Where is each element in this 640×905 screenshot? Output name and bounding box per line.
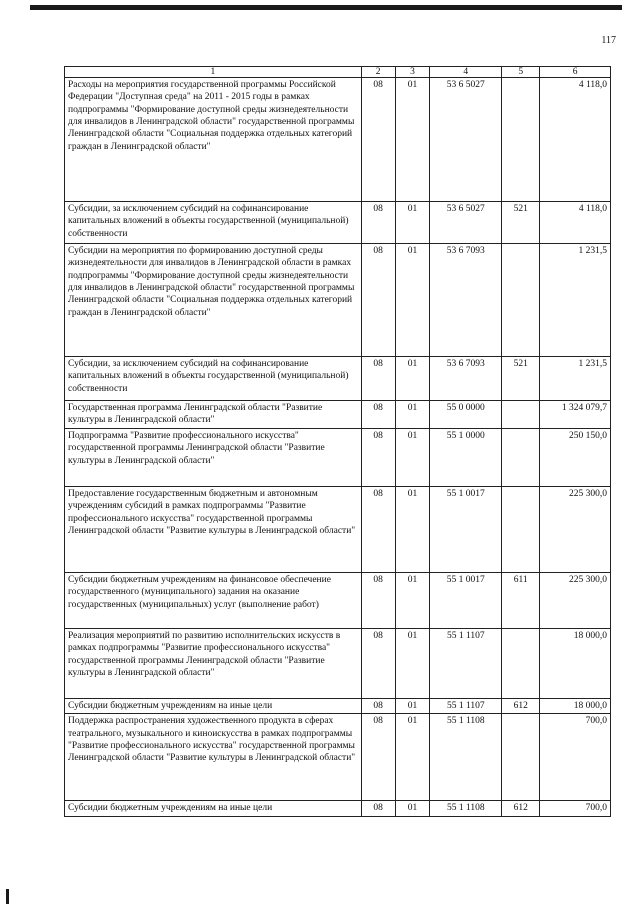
- row-subsection: 01: [395, 801, 430, 816]
- row-section: 08: [361, 78, 395, 202]
- row-subsection: 01: [395, 357, 430, 401]
- row-subsection: 01: [395, 244, 430, 357]
- table-row: [65, 401, 611, 429]
- row-subsection: 01: [395, 202, 430, 244]
- row-expense-type: 521: [502, 202, 540, 244]
- row-name: Подпрограмма "Развитие профессионального искусства" государственной программы Ленинградской области "Развитие культуры в Ленинградской области": [65, 429, 362, 487]
- table-row: [65, 429, 611, 487]
- row-expense-type: [502, 78, 540, 202]
- row-name: Субсидии, за исключением субсидий на софинансирование капитальных вложений в объекты государственной (муниципальной) собственности: [65, 202, 362, 244]
- table-row: [65, 699, 611, 714]
- header-cell-5: 5: [502, 67, 540, 78]
- row-section: 08: [361, 357, 395, 401]
- row-name: Предоставление государственным бюджетным и автономным учреждениям субсидий в рамках подпрограммы "Развитие профессионального искусства" государственной программы Ленинградской области "Развитие культуры в Ленинградской области": [65, 487, 362, 573]
- header-cell-3: 3: [395, 67, 430, 78]
- table-row: [65, 357, 611, 401]
- row-amount: 18 000,0: [540, 699, 611, 714]
- row-expense-type: 612: [502, 801, 540, 816]
- row-target-code: 55 1 0017: [430, 573, 502, 629]
- table-row: [65, 202, 611, 244]
- row-name: Поддержка распространения художественного продукта в сферах театрального, музыкального и киноискусства в рамках подпрограммы "Развитие профессионального искусства" государственной программы Ленинградской области "Развитие культуры в Ленинградской области": [65, 714, 362, 801]
- row-target-code: 55 1 0017: [430, 487, 502, 573]
- table-row: [65, 573, 611, 629]
- row-target-code: 55 1 1108: [430, 714, 502, 801]
- row-name: Субсидии бюджетным учреждениям на иные цели: [65, 801, 362, 816]
- row-section: 08: [361, 487, 395, 573]
- row-name: Субсидии на мероприятия по формированию доступной среды жизнедеятельности для инвалидов в Ленинградской области в рамках подпрограммы "Формирование доступной среды жизнедеятельности для инвалидов в Ленинградской области" государственной программы Ленинградской области "Социальная поддержка отдельных категорий граждан в Ленинградской области": [65, 244, 362, 357]
- row-section: 08: [361, 714, 395, 801]
- row-expense-type: [502, 401, 540, 429]
- row-section: 08: [361, 699, 395, 714]
- row-section: 08: [361, 573, 395, 629]
- row-amount: 1 231,5: [540, 357, 611, 401]
- row-amount: 225 300,0: [540, 573, 611, 629]
- page-number: 117: [601, 35, 616, 46]
- table-row: [65, 801, 611, 816]
- top-border-bar: [30, 5, 622, 10]
- row-target-code: 55 0 0000: [430, 401, 502, 429]
- row-expense-type: 521: [502, 357, 540, 401]
- row-name: Расходы на мероприятия государственной программы Российской Федерации "Доступная среда" на 2011 - 2015 годы в рамках подпрограммы "Формирование доступной среды жизнедеятельности для инвалидов в Ленинградской области" государственной программы Ленинградской области "Социальная поддержка отдельных категорий граждан в Ленинградской области": [65, 78, 362, 202]
- row-amount: 1 324 079,7: [540, 401, 611, 429]
- row-subsection: 01: [395, 487, 430, 573]
- header-cell-4: 4: [430, 67, 502, 78]
- row-subsection: 01: [395, 573, 430, 629]
- row-section: 08: [361, 801, 395, 816]
- row-amount: 250 150,0: [540, 429, 611, 487]
- row-section: 08: [361, 629, 395, 699]
- table-row: [65, 244, 611, 357]
- row-expense-type: [502, 429, 540, 487]
- row-target-code: 55 1 1107: [430, 629, 502, 699]
- row-target-code: 55 1 1108: [430, 801, 502, 816]
- row-amount: 4 118,0: [540, 78, 611, 202]
- row-expense-type: 612: [502, 699, 540, 714]
- row-name: Субсидии бюджетным учреждениям на финансовое обеспечение государственного (муниципального) задания на оказание государственных (муниципальных) услуг (выполнение работ): [65, 573, 362, 629]
- row-name: Субсидии, за исключением субсидий на софинансирование капитальных вложений в объекты государственной (муниципальной) собственности: [65, 357, 362, 401]
- row-target-code: 55 1 1107: [430, 699, 502, 714]
- row-subsection: 01: [395, 78, 430, 202]
- row-amount: 4 118,0: [540, 202, 611, 244]
- budget-table: [64, 66, 611, 817]
- row-amount: 700,0: [540, 714, 611, 801]
- row-amount: 225 300,0: [540, 487, 611, 573]
- row-subsection: 01: [395, 629, 430, 699]
- header-cell-6: 6: [540, 67, 611, 78]
- row-expense-type: [502, 244, 540, 357]
- row-target-code: 53 6 5027: [430, 78, 502, 202]
- row-subsection: 01: [395, 401, 430, 429]
- row-target-code: 53 6 7093: [430, 357, 502, 401]
- row-section: 08: [361, 244, 395, 357]
- row-section: 08: [361, 202, 395, 244]
- table-row: [65, 629, 611, 699]
- row-name: Субсидии бюджетным учреждениям на иные цели: [65, 699, 362, 714]
- row-target-code: 53 6 7093: [430, 244, 502, 357]
- row-subsection: 01: [395, 714, 430, 801]
- row-amount: 700,0: [540, 801, 611, 816]
- row-expense-type: [502, 714, 540, 801]
- row-amount: 18 000,0: [540, 629, 611, 699]
- scan-edge-mark: [6, 889, 9, 904]
- table-row: [65, 714, 611, 801]
- row-subsection: 01: [395, 429, 430, 487]
- row-section: 08: [361, 429, 395, 487]
- row-subsection: 01: [395, 699, 430, 714]
- row-section: 08: [361, 401, 395, 429]
- row-name: Государственная программа Ленинградской области "Развитие культуры в Ленинградской области": [65, 401, 362, 429]
- table-row: [65, 487, 611, 573]
- row-amount: 1 231,5: [540, 244, 611, 357]
- row-target-code: 55 1 0000: [430, 429, 502, 487]
- row-expense-type: [502, 487, 540, 573]
- header-cell-1: 1: [65, 67, 362, 78]
- table-row: [65, 78, 611, 202]
- header-cell-2: 2: [361, 67, 395, 78]
- row-target-code: 53 6 5027: [430, 202, 502, 244]
- row-expense-type: 611: [502, 573, 540, 629]
- header-row: [65, 67, 611, 78]
- row-expense-type: [502, 629, 540, 699]
- row-name: Реализация мероприятий по развитию исполнительских искусств в рамках подпрограммы "Развитие профессионального искусства" государственной программы Ленинградской области "Развитие культуры в Ленинградской области": [65, 629, 362, 699]
